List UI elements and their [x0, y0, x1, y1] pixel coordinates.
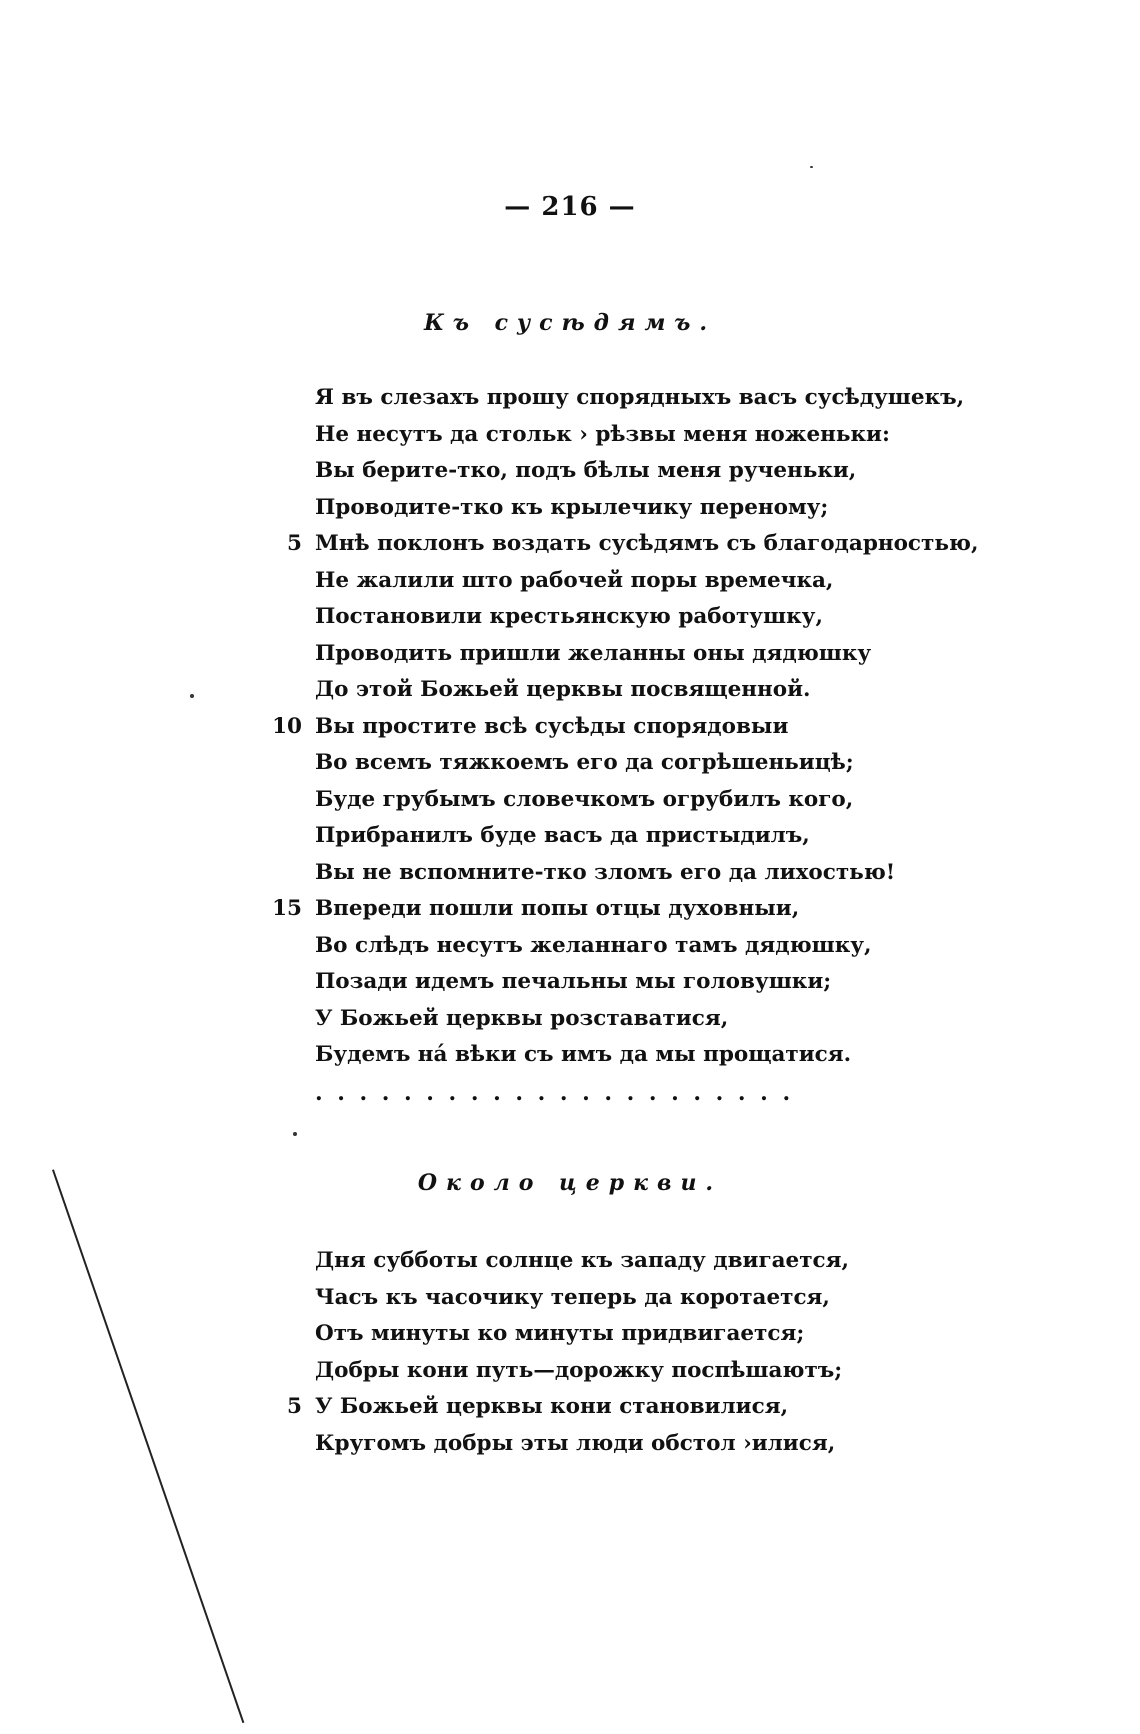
line-text: Буде грубымъ словечкомъ огрубилъ кого,: [315, 786, 854, 812]
ellipsis-row: ......................: [315, 1080, 805, 1106]
scan-speck: [810, 166, 813, 168]
line-text: Я въ слезахъ прошу спорядныхъ васъ сусѣдушекъ,: [315, 385, 965, 410]
poem1-line: [0, 855, 1140, 892]
poem1-line: [0, 928, 1140, 965]
line-number: 5: [287, 1394, 302, 1419]
line-text: У Божьей церквы кони становилися,: [315, 1394, 789, 1419]
line-text: У Божьей церквы розставатися,: [315, 1005, 729, 1031]
poem1-line: [0, 599, 1140, 636]
line-text: Кругомъ добры эты люди обстол ›илися,: [315, 1430, 836, 1456]
line-number: 5: [287, 531, 302, 556]
scan-speck: [190, 694, 194, 698]
line-text: Дня субботы солнце къ западу двигается,: [315, 1248, 850, 1273]
poem2-line: [0, 1243, 1140, 1280]
line-text: Будемъ на́ вѣки съ имъ да мы прощатися.: [315, 1042, 852, 1067]
poem1-line: [0, 709, 1140, 746]
poem2-line: [0, 1353, 1140, 1390]
poem1-line: [0, 782, 1140, 819]
poem1-line: [0, 672, 1140, 709]
line-text: Вы не вспомните-тко зломъ его да лихостью!: [315, 859, 896, 885]
line-text: Отъ минуты ко минуты придвигается;: [315, 1321, 805, 1346]
line-text: Вы берите-тко, подъ бѣлы меня рученьки,: [315, 458, 857, 483]
poem1-line: [0, 1001, 1140, 1038]
poem2-line: [0, 1426, 1140, 1463]
line-text: Проводить пришли желанны оны дядюшку: [315, 640, 872, 666]
poem1-line: [0, 453, 1140, 490]
poem1-line: [0, 964, 1140, 1001]
poem2-line: [0, 1389, 1140, 1426]
poem1-line: [0, 891, 1140, 928]
line-text: Не несутъ да стольк › рѣзвы меня ноженьки:: [315, 421, 890, 447]
line-text: Проводите-тко къ крылечику переному;: [315, 494, 829, 520]
scan-speck: [293, 1132, 297, 1136]
poem1-line: [0, 490, 1140, 527]
line-text: Постановили крестьянскую работушку,: [315, 604, 823, 629]
line-text: Во слѣдъ несутъ желаннаго тамъ дядюшку,: [315, 932, 872, 958]
poem1-line: [0, 380, 1140, 417]
poem1-line: [0, 417, 1140, 454]
line-text: Впереди пошли попы отцы духовныи,: [315, 896, 800, 921]
line-text: Во всемъ тяжкоемъ его да согрѣшеньицѣ;: [315, 750, 854, 775]
poem-title-2: Около церкви.: [417, 1170, 723, 1196]
poem2-line: [0, 1316, 1140, 1353]
page-number: — 216 —: [504, 192, 636, 222]
poem2-line: [0, 1280, 1140, 1317]
line-text: Прибранилъ буде васъ да пристыдилъ,: [315, 823, 810, 848]
poem-body-2: [0, 1243, 1140, 1462]
line-text: Не жалили што рабочей поры времечка,: [315, 567, 834, 593]
poem-title-1: Къ сусѣдямъ.: [423, 310, 717, 336]
poem1-line: [0, 636, 1140, 673]
line-text: Часъ къ часочику теперь да коротается,: [315, 1284, 830, 1310]
poem1-line: [0, 1037, 1140, 1074]
poem1-line: [0, 526, 1140, 563]
line-text: Добры кони путь—дорожку поспѣшаютъ;: [315, 1357, 843, 1383]
line-number: 10: [272, 713, 302, 739]
line-text: Мнѣ поклонъ воздать сусѣдямъ съ благодарностью,: [315, 531, 979, 556]
line-number: 15: [272, 896, 302, 921]
line-text: До этой Божьей церквы посвященной.: [315, 677, 811, 702]
line-text: Позади идемъ печальны мы головушки;: [315, 969, 832, 994]
line-text: Вы простите всѣ сусѣды спорядовыи: [315, 713, 789, 739]
poem1-line: [0, 563, 1140, 600]
poem1-line: [0, 745, 1140, 782]
poem1-line: [0, 818, 1140, 855]
poem-body-1: [0, 380, 1140, 1074]
